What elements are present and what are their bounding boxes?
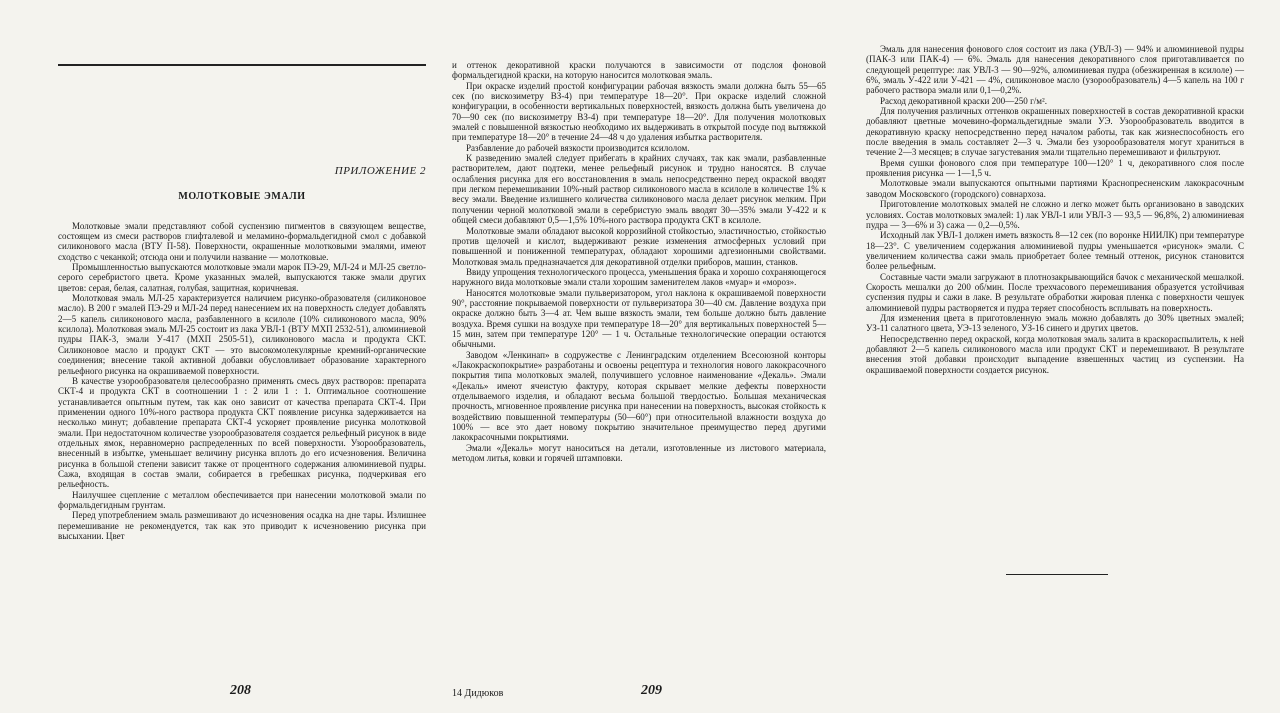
paragraph: Молотковые эмали представляют собой суспензию пигментов в связующем веществе, состоящем из смеси растворов глифталевой и меламино-формальдегидной смол с добавкой силиконового масла (ВТУ П-58). Поверхности, окрашенные молотковыми эмалями, имеют сходство с чеканкой; отсюда они и получили название — молотковые. [58,220,426,262]
paragraph: Эмали «Декаль» могут наноситься на детали, изготовленные из листового материала, методом литья, ковки и горячей штамповки. [452,442,826,464]
paragraph: Составные части эмали загружают в плотнозакрывающийся бачок с механической мешалкой. Скорость мешалки до 200 об/мин. После трехчасового перемешивания образуется устойчивая суспензия пудры и сажи в лаке. В результате обработки жировая пленка с поверхности чешуек алюминиевой пудры растворяется и пудра теряет способность всплывать на поверхность. [866,271,1244,313]
paragraph: Разбавление до рабочей вязкости производится ксилолом. [466,142,690,153]
footer-signature: 14 Дидюков [452,688,504,699]
paragraph: Для получения различных оттенков окрашенных поверхностей в состав декоративной краски добавляют цветные мочевино-формальдегидные эмали УЭ. Узорообразователь вводится в декоративную краску непосредственно перед началом работы, так как жизнеспособность его после введения в эмаль составляет 2—3 ч. Эмали без узорообразователя могут храниться в течение 2—3 месяцев; в случае загустевания эмали тщательно перемешивают и фильтруют. [866,106,1244,158]
paragraph: К разведению эмалей следует прибегать в крайних случаях, так как эмали, разбавленные растворителем, дают подтеки, менее рельефный рисунок и трудно наносятся. В случае ослабления рисунка для его восстановления в эмаль непосредственно перед окраской вводят при легком перемешивании 10%-ный раствор силиконового масла в ксилоле в количестве 1% к весу эмали. Введение излишнего количества силиконового масла делает рисунок мелким. При получении черной молотковой эмали в серебристую эмаль вводят 30—35% эмали У-422 и к общей смеси добавляют 0,5—1,5% 10%-ного раствора продукта СКТ в ксилоле. [452,153,826,226]
section-title: МОЛОТКОВЫЕ ЭМАЛИ [178,191,306,203]
middle-column [452,60,826,463]
paragraph: Молотковые эмали выпускаются опытными партиями Краснопресненским лакокрасочным заводом Московского (городского) совнархоза. [866,178,1244,199]
appendix-label: ПРИЛОЖЕНИЕ 2 [334,165,426,177]
paragraph: Ввиду упрощения технологического процесса, уменьшения брака и хорошо сохраняющегося наружного вида молотковые эмали стали хорошим заменителем лаков «муар» и «мороз». [452,266,826,288]
paragraph: Приготовление молотковых эмалей не сложно и легко может быть организовано в заводских условиях. Состав молотковых эмалей: 1) лак УВЛ-1 или УВЛ-3 — 93,5 — 96,8%, 2) алюминиевая пудра — 3—6% и 3) сажа — 0,2—0,5%. [866,199,1244,230]
paragraph: Время сушки фонового слоя при температуре 100—120° 1 ч, декоративного слоя после проявления рисунка — 1—1,5 ч. [866,157,1244,179]
page-number-right: 209 [641,683,662,698]
paragraph: Эмаль для нанесения фонового слоя состоит из лака (УВЛ-3) — 94% и алюминиевой пудры (ПАК-3 или ПАК-4) — 6%. Эмаль для нанесения декоративного слоя приготавливается по следующей рецептуре: лак УВЛ-3 — 90—92%, алюминиевая пудра (обезжиренная в ксилоле) — 6%, эмаль У-422 или У-421 — 4%, силиконовое масло (узорообразователь) 4—5 капель на 100 г рабочего раствора эмали или 0,1—0,2%. [866,44,1244,96]
paragraph: Исходный лак УВЛ-1 должен иметь вязкость 8—12 сек (по воронке НИИЛК) при температуре 18—23°. С увеличением содержания алюминиевой пудры уменьшается «рисунок» эмали. С увеличением количества сажи эмаль приобретает более темный оттенок, рисунок становится более рельефным. [866,230,1244,272]
paragraph: Непосредственно перед окраской, когда молотковая эмаль залита в краскораспылитель, к ней добавляют 2—5 капель силиконового масла или продукт СКТ и перемешивают. В результате внесения этой добавки происходит выпадение взвешенных частиц из суспензии. На окрашиваемой поверхности создается рисунок. [866,333,1244,375]
paragraph: Для изменения цвета в приготовленную эмаль можно добавлять до 30% цветных эмалей; УЗ-11 салатного цвета, УЭ-13 зеленого, УЗ-16 синего и других цветов. [866,312,1244,334]
paragraph: При окраске изделий простой конфигурации рабочая вязкость эмали должна быть 55—65 сек (по вискозиметру ВЗ-4) при температуре 18—20°. При окраске изделий сложной конфигурации, в особенности вертикальных поверхностей, вязкость должна быть увеличена до 70—90 сек (по вискозиметру ВЗ-4) при температуре 18—20°. Для получения молотковых эмалей с повышенной вязкостью необходимо их выдерживать в открытой посуде под вытяжкой при температуре 18—20° в течение 24—48 ч до удаления избытка растворителя. [452,80,826,143]
paragraph: Расход декоративной краски 200—250 г/м². [880,95,1047,106]
paragraph: Наилучшее сцепление с металлом обеспечивается при нанесении молотковой эмали по формальдегидным грунтам. [58,489,426,510]
paragraph: Заводом «Ленкинап» в содружестве с Ленинградским отделением Всесоюзной конторы «Лакокраскопокрытие» разработаны и освоены рецептура и технология нового лакокрасочного покрытия типа молотковых эмалей, получившего условное наименование «Декаль». Эмали «Декаль» имеют ячеистую фактуру, которая скрывает мелкие дефекты поверхности отделываемого изделия, и обладают весьма большой твердостью. Большая механическая прочность, мгновенное проявление рисунка при нанесении на поверхность, высокая стойкость к воздействию повышенной температуры (50—60°) при относительной влажности воздуха до 100% — все это дает новому покрытию значительное преимущество перед другими лакокрасочными покрытиями. [452,349,826,443]
right-page-column [866,44,1244,375]
paragraph: Молотковые эмали обладают высокой коррозийной стойкостью, эластичностью, стойкостью против щелочей и кислот, выдерживают резкие изменения атмосферных условий при повышенной и пониженной температурах, обладают хорошими адгезионными свойствами. Молотковая эмаль предназначается для декоративной отделки приборов, машин, станков. [452,225,826,267]
paragraph: Промышленностью выпускаются молотковые эмали марок ПЭ-29, МЛ-24 и МЛ-25 светло-серого серебристого цвета. Кроме указанных эмалей, выпускаются также эмали других цветов: серая, белая, салатная, голубая, защитная, коричневая. [58,262,426,293]
paragraph: Перед употреблением эмаль размешивают до исчезновения осадка на дне тары. Излишнее перемешивание не рекомендуется, так как это приводит к исчезновению рисунка при высыхании. Цвет [58,510,426,541]
paragraph: В качестве узорообразователя целесообразно применять смесь двух растворов: препарата СКТ-4 и продукта СКТ в соотношении 1 : 2 или 1 : 1. Оптимальное соотношение устанавливается опытным путем, так как оно зависит от качества препарата СКТ-4. При применении одного 10%-ного раствора продукта СКТ появление рисунка задерживается на несколько минут; добавление препарата СКТ-4 ускоряет проявление рисунка молотковой эмали. При недостаточном количестве узорообразователя создается рельефный рисунок в виде отдельных ямок, неравномерно распределенных по всей поверхности. Узорообразователь, внесенный в избытке, уменьшает величину рисунка вплоть до его исчезновения. Величина рисунка в большой степени зависит также от процентного содержания алюминиевой пудры. Сажа, входящая в состав эмали, собирается в гребешках рисунка, подчеркивая его рельефность. [58,375,426,490]
paragraph: Наносятся молотковые эмали пульверизатором, угол наклона к окрашиваемой поверхности 90°, расстояние покрываемой поверхности от пульверизатора 30—40 см. Давление воздуха при окраске должно быть 3—4 ат. Чем выше вязкость эмали, тем больше должно быть давление воздуха. Время сушки на воздухе при температуре 18—20° для вертикальных поверхностей 5—15 мин, затем при температуре 120° — 1 ч. Остальные технологические операции остаются обычными. [452,287,826,350]
top-rule-left [58,64,426,66]
page-number-left: 208 [230,683,251,698]
paragraph: Молотковая эмаль МЛ-25 характеризуется наличием рисунко-образователя (силиконовое масло). В 200 г эмалей ПЭ-29 и МЛ-24 перед нанесением их на поверхность следует добавлять 2—5 капель силиконового масла, разбавленного в ксилоле (10% силиконового масла, 90% ксилола). Молотковая эмаль МЛ-25 состоит из лака УВЛ-1 (ВТУ МХП 2532-51), алюминиевой пудры ПАК-3, эмали У-417 (МХП 2505-51), силиконового масла и продукта СКТ. Силиконовое масло и продукт СКТ — это высокомолекулярные кремний-органические соединения; внесение такой активной добавки обусловливает образование характерного рельефного рисунка на окрашиваемой поверхности. [58,293,426,376]
end-rule-right [1006,574,1108,575]
left-page-column [58,166,426,541]
paragraph: и оттенок декоративной краски получаются в зависимости от подслоя фоновой формальдегидной краски, на которую наносится молотковая эмаль. [452,60,826,81]
